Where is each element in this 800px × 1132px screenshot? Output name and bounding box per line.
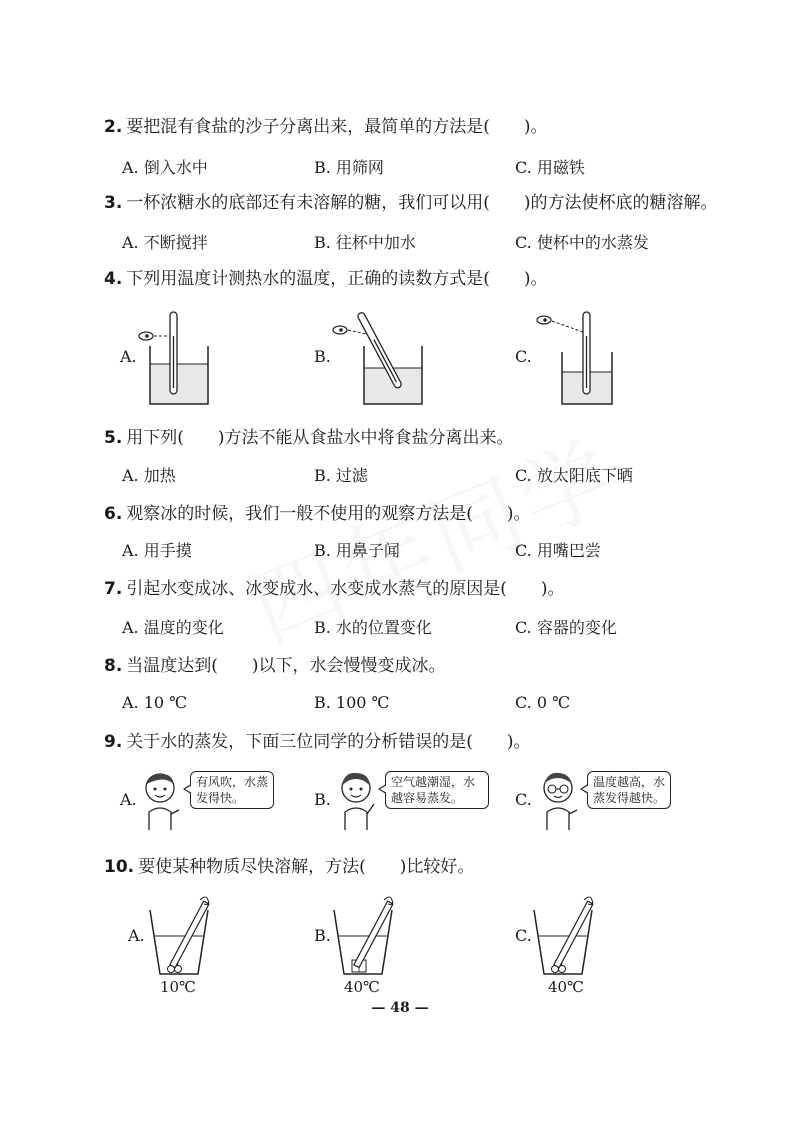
option-b[interactable]: B. 过滤: [314, 466, 368, 485]
thermometer-figure-b: [328, 306, 428, 410]
option-a[interactable]: A.: [120, 790, 137, 809]
question-number: 9.: [104, 732, 123, 752]
option-c[interactable]: C. 放太阳底下晒: [515, 466, 633, 485]
student-c-icon: [538, 770, 578, 832]
option-c[interactable]: C. 使杯中的水蒸发: [515, 233, 649, 252]
question-number: 8.: [104, 656, 123, 676]
option-b[interactable]: B.: [314, 926, 331, 945]
water: [150, 364, 208, 404]
option-c[interactable]: C. 容器的变化: [515, 618, 617, 637]
question-6: [104, 503, 531, 525]
option-c[interactable]: C.: [515, 926, 532, 945]
option-c[interactable]: C. 用嘴巴尝: [515, 541, 601, 560]
speech-bubble-c: 温度越高，水蒸发得越快。: [587, 771, 671, 809]
sight-line: [348, 330, 366, 334]
option-a[interactable]: A.: [128, 926, 145, 945]
option-c[interactable]: C. 0 ℃: [515, 693, 571, 712]
question-text: 观察冰的时候，我们一般不使用的观察方法是( )。: [126, 504, 531, 524]
temperature-label-b: 40℃: [344, 978, 380, 996]
question-text: 当温度达到( )以下，水会慢慢变成冰。: [126, 656, 446, 676]
body: [547, 808, 569, 830]
student-b-icon: [336, 770, 376, 832]
thermometer-figure-a: [130, 306, 220, 410]
option-c[interactable]: C.: [515, 790, 532, 809]
pupil: [339, 328, 343, 332]
beaker-figure-c: [532, 892, 602, 978]
body: [345, 808, 367, 830]
question-text: 引起水变成冰、冰变成水、水变成水蒸气的原因是( )。: [126, 579, 565, 599]
option-a[interactable]: A. 不断搅拌: [122, 233, 208, 252]
option-c[interactable]: C.: [515, 347, 532, 366]
question-text: 要使某种物质尽快溶解，方法( )比较好。: [138, 857, 475, 877]
stirring-rod: [170, 901, 209, 967]
stirring-rod: [354, 901, 393, 967]
question-5: [104, 427, 514, 449]
question-number: 2.: [104, 117, 123, 137]
question-3: [104, 192, 718, 214]
option-b[interactable]: B. 用筛网: [314, 158, 384, 177]
option-b[interactable]: B. 水的位置变化: [314, 618, 432, 637]
question-number: 6.: [104, 504, 123, 524]
question-text: 一杯浓糖水的底部还有未溶解的糖，我们可以用( )的方法使杯底的糖溶解。: [126, 193, 718, 213]
question-text: 要把混有食盐的沙子分离出来，最简单的方法是( )。: [126, 117, 548, 137]
question-4: [104, 268, 548, 290]
option-a[interactable]: A. 10 ℃: [122, 693, 188, 712]
eye: [154, 788, 157, 791]
option-b[interactable]: B. 用鼻子闻: [314, 541, 400, 560]
pupil: [145, 334, 149, 338]
question-text: 关于水的蒸发，下面三位同学的分析错误的是( )。: [126, 732, 531, 752]
option-a[interactable]: A. 倒入水中: [122, 158, 208, 177]
question-2: [104, 116, 548, 138]
eye: [360, 788, 363, 791]
question-number: 7.: [104, 579, 123, 599]
sight-line: [552, 321, 583, 332]
student-a-icon: [140, 770, 180, 832]
eye: [164, 788, 167, 791]
beaker-figure-a: [148, 892, 218, 978]
arm: [569, 810, 577, 814]
speech-bubble-a: 有风吹，水蒸发得快。: [190, 771, 274, 809]
question-9: [104, 731, 531, 753]
question-text: 用下列( )方法不能从食盐水中将食盐分离出来。: [126, 428, 514, 448]
page-number: — 48 —: [371, 1000, 429, 1016]
stirring-rod: [554, 901, 593, 967]
option-a[interactable]: A. 用手摸: [122, 541, 192, 560]
question-number: 5.: [104, 428, 123, 448]
option-a[interactable]: A. 温度的变化: [122, 618, 224, 637]
temperature-label-c: 40℃: [548, 978, 584, 996]
question-10: [104, 856, 474, 878]
arm: [367, 804, 374, 814]
question-number: 4.: [104, 269, 123, 289]
option-b[interactable]: B.: [314, 347, 331, 366]
question-number: 3.: [104, 193, 123, 213]
option-b[interactable]: B.: [314, 790, 331, 809]
question-8: [104, 655, 446, 677]
option-a[interactable]: A. 加热: [122, 466, 176, 485]
arm: [171, 810, 179, 814]
question-7: [104, 578, 565, 600]
body: [149, 808, 171, 830]
temperature-label-a: 10℃: [160, 978, 196, 996]
question-text: 下列用温度计测热水的温度，正确的读数方式是( )。: [126, 269, 548, 289]
option-a[interactable]: A.: [120, 347, 137, 366]
option-b[interactable]: B. 100 ℃: [314, 693, 390, 712]
beaker-figure-b: [332, 892, 402, 978]
eye: [350, 788, 353, 791]
pupil: [543, 318, 547, 322]
option-b[interactable]: B. 往杯中加水: [314, 233, 416, 252]
option-c[interactable]: C. 用磁铁: [515, 158, 585, 177]
thermometer-figure-c: [532, 306, 622, 410]
question-number: 10.: [104, 857, 135, 877]
speech-bubble-b: 空气越潮湿，水越容易蒸发。: [385, 771, 489, 809]
